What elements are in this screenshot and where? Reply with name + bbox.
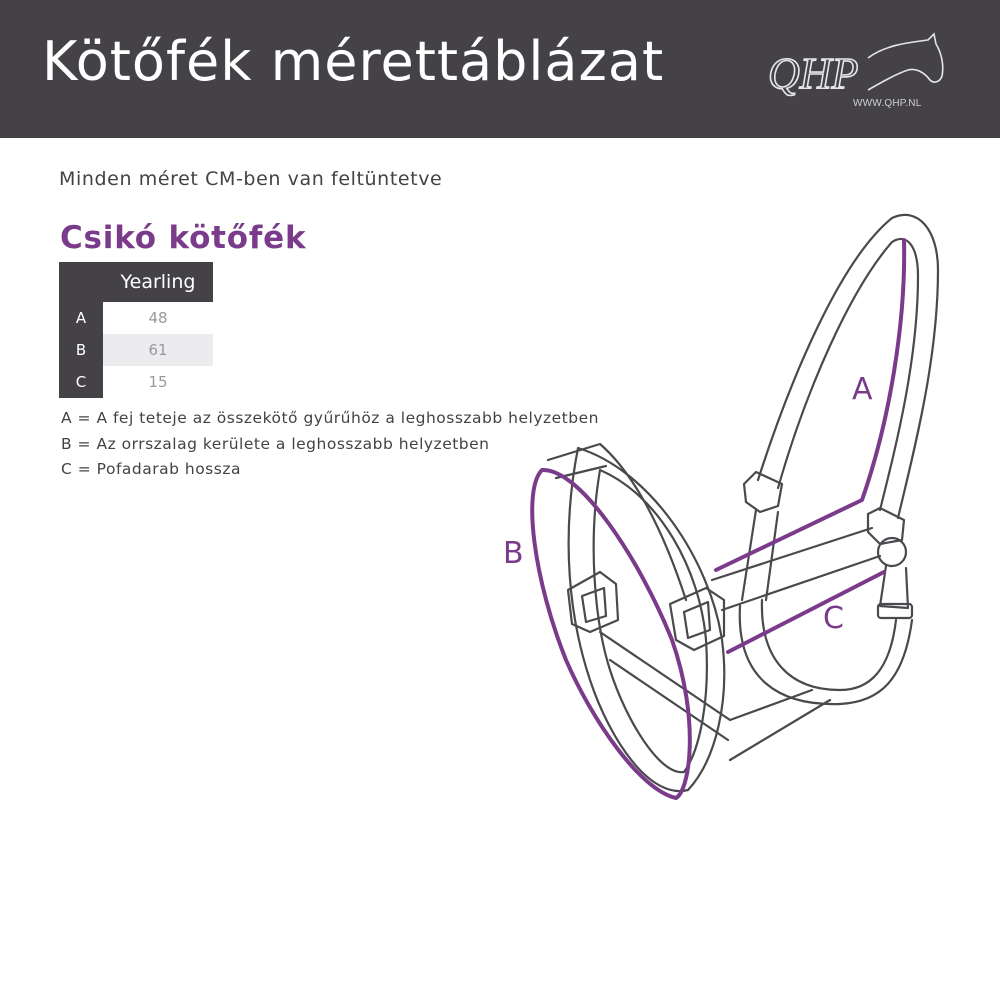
table-row [59, 334, 213, 366]
horse-head-icon [868, 34, 943, 90]
chin-link-bottom [730, 700, 830, 760]
measure-line-a [716, 240, 904, 570]
measurement-lines [532, 240, 904, 798]
legend-item-a: A = A fej teteje az összekötő gyűrűhöz a leghosszabb helyzetben [61, 409, 599, 427]
table-row [59, 302, 213, 334]
row-label: A [59, 302, 103, 334]
cheek-strap-right [766, 512, 778, 600]
noseband-buckle-left-inner [582, 588, 606, 622]
noseband-buckle-right [670, 588, 724, 650]
noseband-strap-bottom [600, 632, 730, 720]
halter-diagram [490, 200, 950, 820]
row-value: 48 [148, 309, 168, 327]
page-header [0, 0, 1000, 138]
row-value: 61 [103, 334, 213, 366]
halter-outline [548, 215, 938, 791]
legend-item-b: B = Az orrszalag kerülete a leghosszabb helyzetben [61, 434, 490, 453]
section-title: Csikó kötőfék [60, 220, 307, 256]
row-value: 15 [148, 373, 168, 391]
diagram-label-a: A [852, 372, 873, 407]
diagram-label-c: C [823, 601, 844, 636]
diagram-label-b: B [503, 536, 524, 571]
row-label: B [59, 334, 103, 366]
crown-strap-inner [778, 239, 918, 510]
size-table [59, 262, 213, 398]
page-title: Kötőfék mérettáblázat [42, 30, 665, 93]
measure-line-c [728, 572, 884, 652]
legend-item-c: C = Pofadarab hossza [61, 460, 241, 478]
column-header-yearling: Yearling [103, 262, 213, 302]
logo-wordmark: QHP [768, 49, 859, 98]
cheek-keeper [744, 472, 782, 512]
units-note: Minden méret CM-ben van feltüntetve [59, 168, 443, 190]
logo-url: WWW.QHP.NL [853, 98, 922, 109]
noseband-strap-bottom-2 [610, 660, 728, 740]
row-label: C [59, 366, 103, 398]
table-row [59, 366, 213, 398]
chin-link-top [730, 690, 812, 720]
table-corner [59, 262, 103, 302]
measure-loop-b [532, 470, 690, 798]
throat-strap-top [712, 528, 872, 580]
